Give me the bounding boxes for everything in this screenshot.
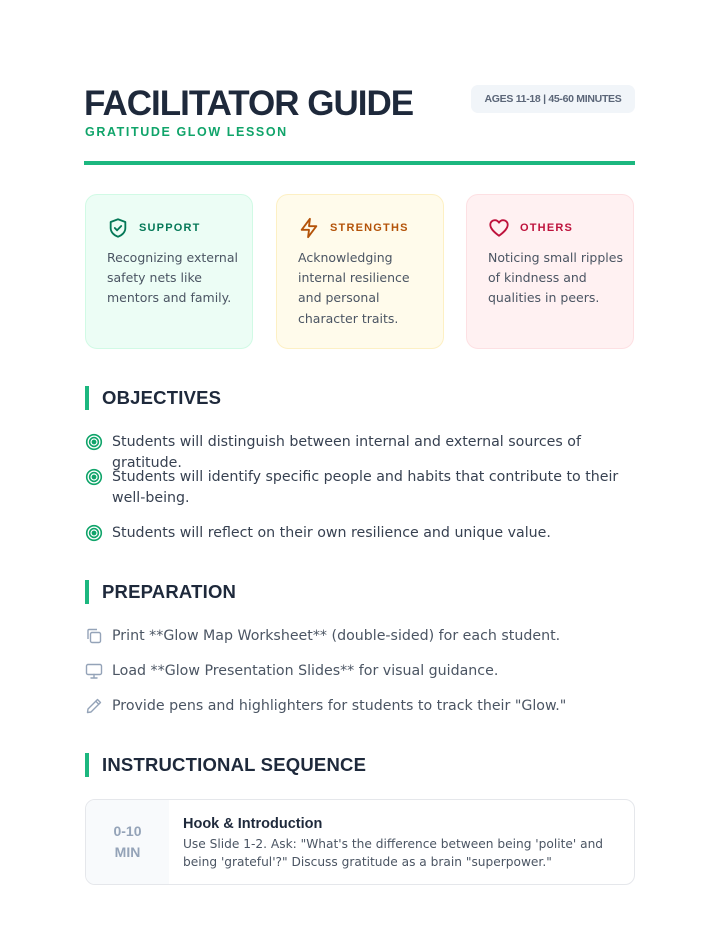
strengths-text: Acknowledging internal resilience and personal character traits. xyxy=(298,250,410,326)
objectives-heading-text: OBJECTIVES xyxy=(102,387,222,408)
target-icon xyxy=(85,524,103,542)
target-icon xyxy=(85,433,103,451)
preparation-text: Load **Glow Presentation Slides** for visual guidance. xyxy=(112,663,499,679)
section-accent-bar xyxy=(85,580,89,604)
shield-check-icon xyxy=(107,217,129,239)
step-description: Use Slide 1-2. Ask: "What's the difference between being 'polite' and being 'grateful'?" Discuss gratitude as a brain "superpower." xyxy=(183,837,604,869)
objective-text: Students will reflect on their own resilience and unique value. xyxy=(112,525,551,541)
preparation-text: Provide pens and highlighters for students to track their "Glow." xyxy=(112,698,567,714)
target-icon xyxy=(85,468,103,486)
lightning-icon xyxy=(298,217,320,239)
sequence-step-card xyxy=(85,799,635,885)
support-card xyxy=(85,194,253,349)
others-card xyxy=(466,194,634,349)
preparation-item xyxy=(85,626,630,647)
step-title: Hook & Introduction xyxy=(183,816,323,832)
copy-icon xyxy=(85,627,103,645)
sequence-heading-text: INSTRUCTIONAL SEQUENCE xyxy=(102,754,367,775)
step-time-range: 0-10 xyxy=(113,823,142,839)
preparation-item xyxy=(85,661,630,682)
objective-item xyxy=(85,523,630,544)
page-title: FACILITATOR GUIDE xyxy=(84,84,414,123)
support-text: Recognizing external safety nets like mentors and family. xyxy=(107,250,238,306)
preparation-heading-text: PREPARATION xyxy=(102,581,237,602)
strengths-label: STRENGTHS xyxy=(330,222,409,234)
strengths-card xyxy=(276,194,444,349)
preparation-text: Print **Glow Map Worksheet** (double-sided) for each student. xyxy=(112,628,561,644)
support-label: SUPPORT xyxy=(139,222,201,234)
objective-item xyxy=(85,467,630,509)
objective-text: Students will distinguish between internal and external sources of gratitude. xyxy=(112,434,581,471)
step-time xyxy=(86,800,169,884)
section-accent-bar xyxy=(85,386,89,410)
meta-badge: AGES 11-18 | 45-60 MINUTES xyxy=(471,85,635,113)
monitor-icon xyxy=(85,662,103,680)
others-text: Noticing small ripples of kindness and qualities in peers. xyxy=(488,250,623,306)
objective-text: Students will identify specific people and habits that contribute to their well-being. xyxy=(112,469,619,506)
others-label: OTHERS xyxy=(520,222,574,234)
header-divider xyxy=(84,161,635,165)
step-time-unit: MIN xyxy=(114,844,141,860)
preparation-item xyxy=(85,696,630,717)
page-subtitle: GRATITUDE GLOW LESSON xyxy=(85,125,288,139)
pencil-icon xyxy=(85,697,103,715)
heart-icon xyxy=(488,217,510,239)
section-accent-bar xyxy=(85,753,89,777)
